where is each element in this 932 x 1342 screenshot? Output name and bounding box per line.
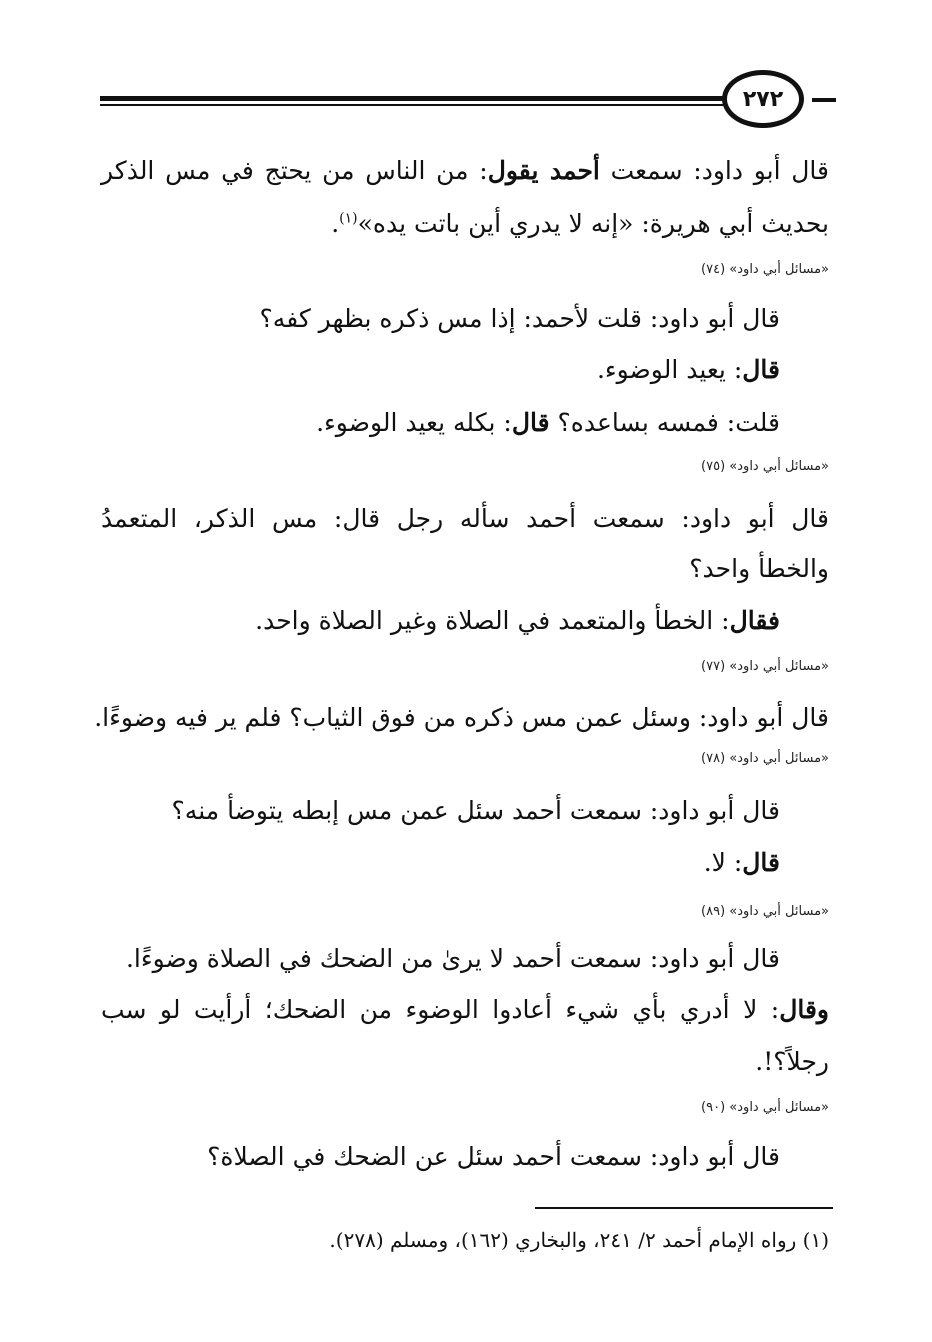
paragraph-line: قال: لا. bbox=[703, 848, 780, 877]
source-citation: «مسائل أبي داود» (٧٥) bbox=[701, 459, 829, 474]
paragraph-line: بحديث أبي هريرة: «إنه لا يدري أين باتت يده»$^{(١)}$. bbox=[331, 209, 829, 238]
paragraph-line: والخطأ واحد؟ bbox=[689, 554, 829, 583]
paragraph-line: قال أبو داود: سمعت أحمد لا يرىٰ من الضحك في الصلاة وضوءًا. bbox=[125, 944, 780, 973]
source-citation: «مسائل أبي داود» (٧٤) bbox=[701, 262, 829, 277]
paragraph-line: رجلاً؟!. bbox=[755, 1047, 829, 1076]
page-number: ٢٧٢ bbox=[722, 70, 804, 128]
paragraph-line: قال: يعيد الوضوء. bbox=[596, 355, 780, 384]
paragraph-line: وقال: لا أدري بأي شيء أعادوا الوضوء من الضحك؛ أرأيت لو سب bbox=[101, 995, 829, 1024]
footnote-marker: (١) bbox=[339, 210, 358, 227]
page-header bbox=[100, 68, 836, 132]
header-rule-thick bbox=[100, 96, 725, 101]
header-rule-end bbox=[812, 98, 836, 102]
source-citation: «مسائل أبي داود» (٩٠) bbox=[701, 1100, 829, 1115]
paragraph-line: قال أبو داود: سمعت أحمد يقول: من الناس من يحتج في مس الذكر bbox=[101, 156, 829, 185]
footnote: (١) رواه الإمام أحمد ٢/ ٢٤١، والبخاري (١٦٢)، ومسلم (٢٧٨). bbox=[329, 1228, 829, 1252]
paragraph-line: قال أبو داود: سمعت أحمد سئل عن الضحك في الصلاة؟ bbox=[207, 1142, 780, 1171]
paragraph-line: قال أبو داود: سمعت أحمد سأله رجل قال: مس الذكر، المتعمدُ bbox=[101, 504, 829, 533]
paragraph-line: قال أبو داود: قلت لأحمد: إذا مس ذكره بظهر كفه؟ bbox=[259, 304, 780, 333]
header-rule-thin bbox=[100, 104, 725, 106]
source-citation: «مسائل أبي داود» (٧٨) bbox=[701, 751, 829, 766]
paragraph-line: قلت: فمسه بساعده؟ قال: بكله يعيد الوضوء. bbox=[316, 408, 780, 437]
paragraph-line: قال أبو داود: سمعت أحمد سئل عمن مس إبطه يتوضأ منه؟ bbox=[171, 796, 780, 825]
paragraph-line: قال أبو داود: وسئل عمن مس ذكره من فوق الثياب؟ فلم ير فيه وضوءًا. bbox=[94, 703, 829, 732]
source-citation: «مسائل أبي داود» (٧٧) bbox=[701, 659, 829, 674]
source-citation: «مسائل أبي داود» (٨٩) bbox=[701, 904, 829, 919]
footnote-separator bbox=[535, 1207, 833, 1209]
paragraph-line: فقال: الخطأ والمتعمد في الصلاة وغير الصلاة واحد. bbox=[255, 606, 780, 635]
